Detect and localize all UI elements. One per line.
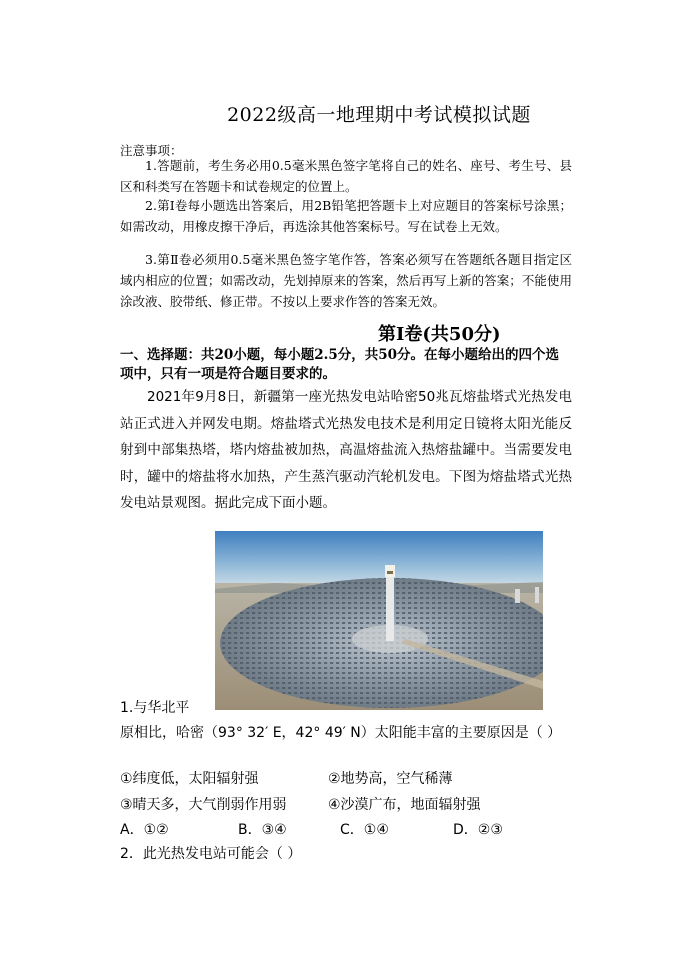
page-title: 2022级高一地理期中考试模拟试题 [227, 104, 531, 126]
question-2-stem: 2．此光热发电站可能会（ ） [120, 846, 302, 862]
solar-plant-photo [215, 531, 543, 710]
q1-option-4: ④沙漠广布，地面辐射强 [328, 797, 481, 813]
q1-option-2: ②地势高，空气稀薄 [328, 771, 453, 787]
question-1-lead: 1.与华北平 [120, 700, 190, 716]
q1-option-1: ①纬度低，太阳辐射强 [120, 771, 259, 787]
section-title: 第Ⅰ卷(共50分) [378, 324, 501, 345]
notice-item-2: 2.第Ⅰ卷每小题选出答案后，用2B铅笔把答题卡上对应题目的答案标号涂黑；如需改动，用橡皮擦干净后，再选涂其他答案标号。写在试卷上无效。 [120, 198, 572, 234]
q1-choice-d: D．②③ [453, 822, 503, 838]
q1-option-3: ③晴天多，大气削弱作用弱 [120, 797, 287, 813]
notice-item-3: 3.第Ⅱ卷必须用0.5毫米黑色签字笔作答，答案必须写在答题纸各题目指定区域内相应的位置；如需改动，先划掉原来的答案，然后再写上新的答案；不能使用涂改液、胶带纸、修正带。不按以上要求作答的答案无效。 [120, 252, 572, 309]
question-1-stem: 原相比，哈密（93° 32′ E，42° 49′ N）太阳能丰富的主要原因是（ ） [120, 725, 562, 741]
notice-heading: 注意事项： [120, 143, 183, 158]
notice-item-1: 1.答题前，考生务必用0.5毫米黑色签字笔将自己的姓名、座号、考生号、县区和科类写在答题卡和试卷规定的位置上。 [120, 158, 572, 194]
q1-choice-c: C．①④ [340, 822, 389, 838]
question-intro: 一、选择题：共20小题，每小题2.5分，共50分。在每小题给出的四个选项中，只有一项是符合题目要求的。 [120, 347, 560, 382]
q1-choice-b: B．③④ [238, 822, 287, 838]
reading-passage: 2021年9月8日，新疆第一座光热发电站哈密50兆瓦熔盐塔式光热发电站正式进入并网发电期。熔盐塔式光热发电技术是利用定日镜将太阳光能反射到中部集热塔，塔内熔盐被加热，高温熔盐流入热熔盐罐中。当需要发电时，罐中的熔盐将水加热，产生蒸汽驱动汽轮机发电。下图为熔盐塔式光热发电站景观图。据此完成下面小题。 [120, 389, 572, 511]
q1-choice-a: A．①② [120, 822, 169, 838]
